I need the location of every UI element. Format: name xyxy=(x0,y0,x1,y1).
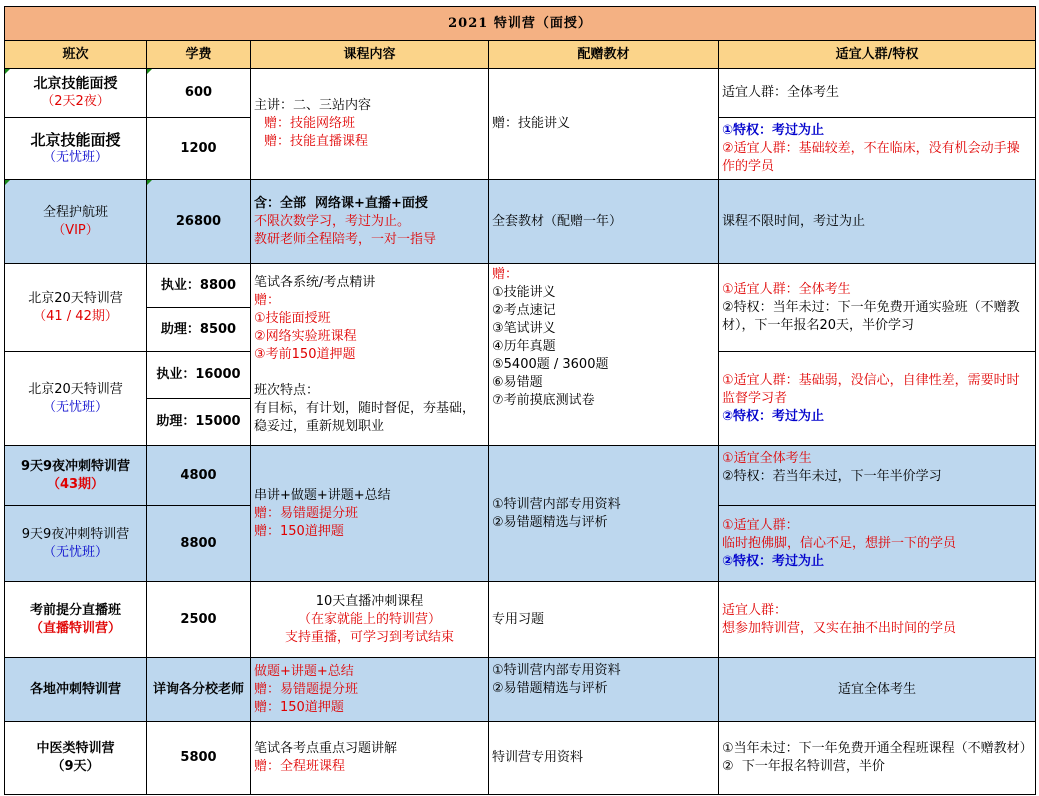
content-line: 支持重播，可学习到考试结束 xyxy=(284,629,454,645)
content-line: 做题+讲题+总结 xyxy=(254,663,354,679)
rights-cell xyxy=(719,722,1036,795)
class-sub: （无忧班） xyxy=(42,149,108,165)
materials-line: ③笔试讲义 xyxy=(492,321,556,336)
rights-line: ②适宜人群：基础较差，不在临床，没有机会动手操作的学员 xyxy=(722,140,1020,174)
materials-line: ②考点速记 xyxy=(492,303,556,318)
content-line: ②网络实验班课程 xyxy=(254,328,357,344)
fee-cell: 4800 xyxy=(147,446,251,506)
rights-cell xyxy=(719,446,1036,506)
content-cell xyxy=(251,180,489,264)
fee-cell: 1200 xyxy=(147,118,251,180)
fee-cell: 5800 xyxy=(147,722,251,795)
materials-cell: 特训营专用资料 xyxy=(489,722,719,795)
table-row xyxy=(5,658,1036,722)
materials-line: ②易错题精选与评析 xyxy=(492,514,608,530)
table-row xyxy=(5,264,1036,308)
rights-line: ①当年未过：下一年免费开通全程班课程（不赠教材） xyxy=(722,741,1033,756)
class-sub: （无忧班） xyxy=(42,399,108,415)
content-line: 赠：全程班课程 xyxy=(254,759,346,774)
materials-line: ④历年真题 xyxy=(492,339,556,354)
course-table xyxy=(4,6,1036,795)
materials-cell: 专用习题 xyxy=(489,582,719,658)
fee-cell: 26800 xyxy=(147,180,251,264)
rights-cell xyxy=(719,352,1036,446)
rights-line: ①特权：考过为止 xyxy=(722,122,825,138)
class-name: 全程护航班 xyxy=(42,204,108,220)
content-line: 串讲+做题+讲题+总结 xyxy=(254,487,391,503)
rights-line: ①适宜人群：全体考生 xyxy=(722,281,851,297)
materials-line: ①特训营内部专用资料 xyxy=(492,496,621,512)
content-line: 班次特点： xyxy=(254,382,320,398)
class-name: 中医类特训营 xyxy=(36,741,115,756)
content-line: 含：全部 网络课+直播+面授 xyxy=(254,195,428,211)
fee-cell: 2500 xyxy=(147,582,251,658)
fee-cell: 助理：8500 xyxy=(147,308,251,352)
content-line: 主讲：二、三站内容 xyxy=(254,98,372,113)
content-line: 赠：易错题提分班 xyxy=(254,681,359,697)
fee-cell: 执业：8800 xyxy=(147,264,251,308)
materials-line: ①特训营内部专用资料 xyxy=(492,663,621,678)
table-row xyxy=(5,582,1036,658)
class-cell xyxy=(5,582,147,658)
class-cell xyxy=(5,722,147,795)
content-line: 赠：技能网络班 xyxy=(264,116,356,131)
rights-line: 临时抱佛脚，信心不足，想拼一下的学员 xyxy=(722,535,957,551)
materials-cell xyxy=(489,264,719,446)
table-row xyxy=(5,722,1036,795)
class-sub: （9天） xyxy=(51,759,100,774)
class-name: 9天9夜冲刺特训营 xyxy=(20,458,131,474)
content-line: 不限次数学习，考过为止。 xyxy=(254,213,411,229)
content-cell xyxy=(251,722,489,795)
rights-line: ②特权：考过为止 xyxy=(722,408,825,424)
title-row xyxy=(5,7,1036,41)
rights-cell: 适宜人群：全体考生 xyxy=(719,69,1036,118)
materials-line: ①技能讲义 xyxy=(492,285,556,300)
content-line: 教研老师全程陪考，一对一指导 xyxy=(254,231,437,247)
content-line: 赠：150道押题 xyxy=(254,699,344,715)
fee-cell: 详询各分校老师 xyxy=(147,658,251,722)
class-cell xyxy=(5,264,147,352)
rights-line: ②特权：当年未过：下一年免费开通实验班（不赠教材），下一年报名20天，半价学习 xyxy=(722,299,1020,333)
rights-line: ①适宜人群：基础弱，没信心，自律性差，需要时时监督学习者 xyxy=(722,372,1020,406)
header-class: 班次 xyxy=(5,41,147,69)
materials-line: 赠： xyxy=(492,267,519,282)
class-cell xyxy=(5,446,147,506)
rights-line: ①适宜人群： xyxy=(722,517,799,533)
rights-cell xyxy=(719,582,1036,658)
class-name: 北京20天特训营 xyxy=(28,381,123,397)
header-fee: 学费 xyxy=(147,41,251,69)
class-cell xyxy=(5,118,147,180)
rights-cell xyxy=(719,506,1036,582)
content-line: 10天直播冲刺课程 xyxy=(315,593,424,609)
content-line: ③考前150道押题 xyxy=(254,346,356,362)
table-row xyxy=(5,180,1036,264)
table-row xyxy=(5,446,1036,506)
class-name: 各地冲刺特训营 xyxy=(29,681,121,697)
class-sub: （无忧班） xyxy=(42,544,108,560)
fee-cell: 600 xyxy=(147,69,251,118)
fee-cell: 8800 xyxy=(147,506,251,582)
rights-cell xyxy=(719,264,1036,352)
fee-cell: 助理：15000 xyxy=(147,399,251,446)
rights-line: ①适宜全体考生 xyxy=(722,451,812,466)
table-row xyxy=(5,69,1036,118)
materials-line: ⑤5400题 / 3600题 xyxy=(492,357,609,372)
class-name: 9天9夜冲刺特训营 xyxy=(21,526,130,542)
rights-cell: 适宜全体考生 xyxy=(719,658,1036,722)
class-cell xyxy=(5,180,147,264)
content-line: 赠：技能直播课程 xyxy=(264,134,369,149)
content-line: 笔试各系统/考点精讲 xyxy=(254,274,376,290)
rights-line: 适宜人群： xyxy=(722,602,788,618)
materials-line: ②易错题精选与评析 xyxy=(492,681,608,696)
materials-line: ⑦考前摸底测试卷 xyxy=(492,393,595,408)
sheet-title: 2021 特训营（面授） xyxy=(5,7,1036,41)
class-name: 考前提分直播班 xyxy=(29,602,121,618)
class-sub: （43期） xyxy=(46,476,105,492)
content-cell xyxy=(251,582,489,658)
rights-line: ② 下一年报名特训营，半价 xyxy=(722,759,885,774)
rights-cell: 课程不限时间，考过为止 xyxy=(719,180,1036,264)
materials-cell: 全套教材（配赠一年） xyxy=(489,180,719,264)
rights-line: 想参加特训营，又实在抽不出时间的学员 xyxy=(722,620,957,636)
header-content: 课程内容 xyxy=(251,41,489,69)
materials-line: ⑥易错题 xyxy=(492,375,543,390)
class-sub: （41 / 42期） xyxy=(33,308,118,324)
content-cell xyxy=(251,264,489,446)
materials-cell xyxy=(489,446,719,582)
content-line: 有目标，有计划，随时督促，夯基础，稳妥过，重新规划职业 xyxy=(254,400,476,434)
materials-cell: 赠：技能讲义 xyxy=(489,69,719,180)
spacer xyxy=(254,364,485,382)
class-cell xyxy=(5,506,147,582)
content-cell xyxy=(251,658,489,722)
materials-cell xyxy=(489,658,719,722)
rights-cell xyxy=(719,118,1036,180)
class-sub: （2天2夜） xyxy=(41,94,110,109)
header-row xyxy=(5,41,1036,69)
class-cell xyxy=(5,658,147,722)
header-rights: 适宜人群/特权 xyxy=(719,41,1036,69)
content-line: 笔试各考点重点习题讲解 xyxy=(254,741,398,756)
content-cell xyxy=(251,446,489,582)
content-line: 赠： xyxy=(254,292,281,308)
content-cell xyxy=(251,69,489,180)
fee-cell: 执业：16000 xyxy=(147,352,251,399)
class-sub: （VIP） xyxy=(52,222,99,238)
class-sub: （直播特训营） xyxy=(29,620,121,636)
class-name: 北京技能面授 xyxy=(30,130,121,149)
rights-line: ②特权：考过为止 xyxy=(722,553,825,569)
content-line: ①技能面授班 xyxy=(254,310,331,326)
content-line: 赠：150道押题 xyxy=(254,523,344,539)
content-line: （在家就能上的特训营） xyxy=(297,611,441,627)
header-materials: 配赠教材 xyxy=(489,41,719,69)
class-cell xyxy=(5,352,147,446)
rights-line: ②特权：若当年未过，下一年半价学习 xyxy=(722,469,942,484)
class-name: 北京技能面授 xyxy=(33,76,118,92)
class-cell xyxy=(5,69,147,118)
class-name: 北京20天特训营 xyxy=(28,290,123,306)
content-line: 赠：易错题提分班 xyxy=(254,505,359,521)
